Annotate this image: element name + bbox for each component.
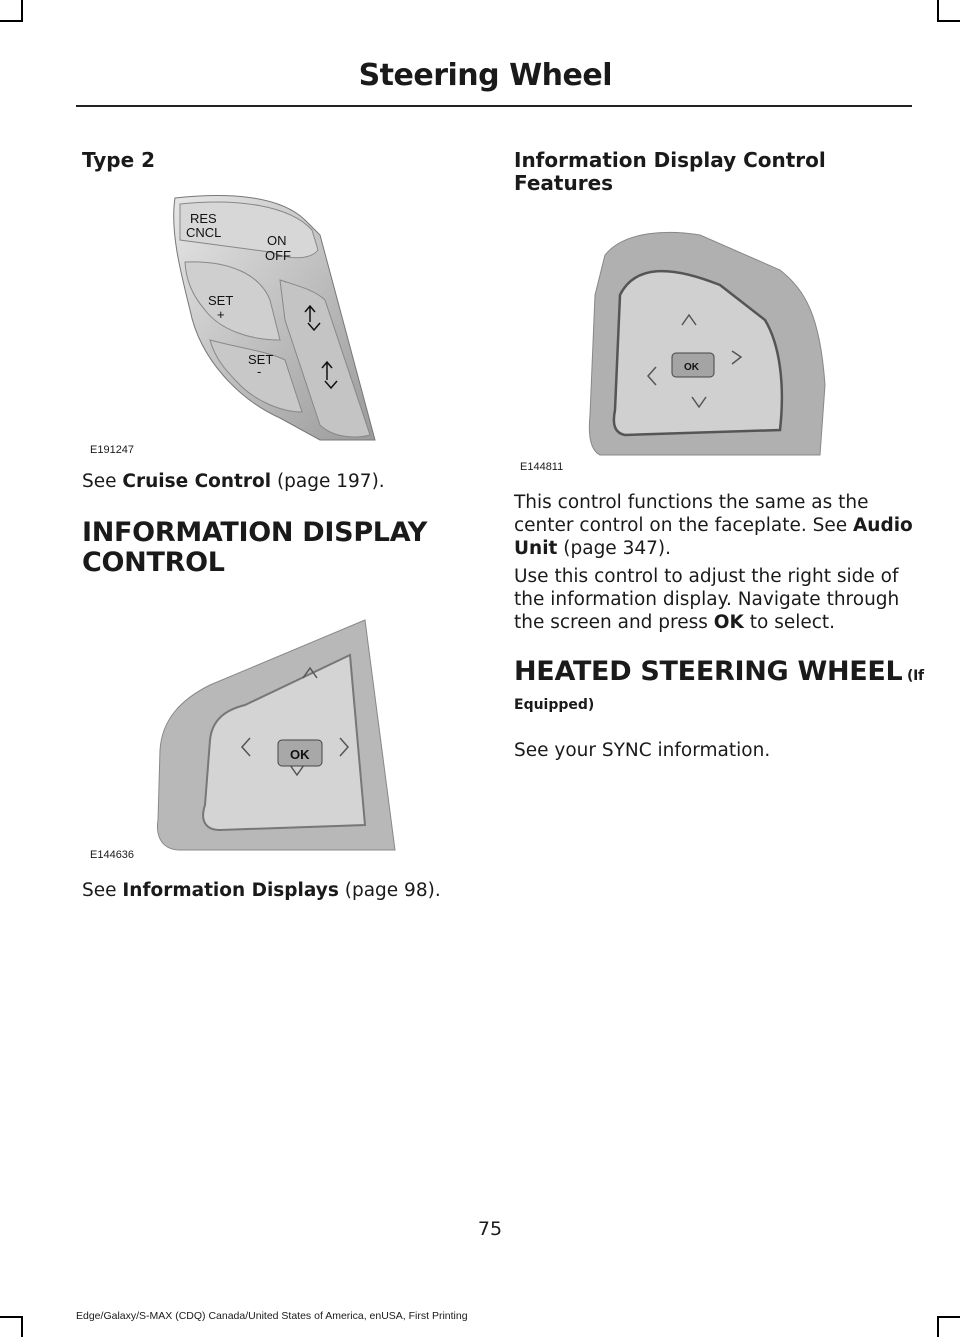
crop-mark <box>21 0 23 22</box>
cncl-label: CNCL <box>186 225 222 240</box>
info-display-control-figure <box>150 610 400 855</box>
ok-label: OK <box>684 362 699 373</box>
features-heading: Information Display Control <box>514 148 826 172</box>
set-minus-label: SET <box>248 352 274 367</box>
if-equipped-label: Equipped) <box>514 697 595 713</box>
footer-text: Edge/Galaxy/S-MAX (CDQ) Canada/United States of America, enUSA, First Printing <box>76 1310 468 1322</box>
type2-heading: Type 2 <box>82 148 156 172</box>
info-display-features-figure <box>580 225 830 465</box>
crop-mark <box>0 20 22 22</box>
features-heading-line2: Features <box>514 171 614 195</box>
figure-code: E144811 <box>520 461 564 473</box>
page-number: 75 <box>477 1218 503 1240</box>
figure-code: E191247 <box>90 444 135 456</box>
heated-steering-wheel-heading: HEATED STEERING WHEEL (If <box>514 656 924 687</box>
crop-mark <box>21 1316 23 1337</box>
minus-label: - <box>257 364 262 379</box>
information-displays-link[interactable]: Information Displays <box>122 880 339 901</box>
crop-mark <box>937 1316 939 1337</box>
off-label: OFF <box>265 248 291 263</box>
header-rule <box>76 105 912 107</box>
para-adjust: Use this control to adjust the right side of the information display. Navigate through the screen and press OK to select. <box>514 566 900 633</box>
crop-mark <box>938 1316 960 1318</box>
audio-unit-link-cont[interactable]: Unit <box>514 538 558 559</box>
on-label: ON <box>267 233 287 248</box>
crop-mark <box>938 20 960 22</box>
section-heading-control: CONTROL <box>82 547 225 578</box>
cruise-control-link[interactable]: Cruise Control <box>122 471 272 492</box>
audio-unit-link[interactable]: Audio <box>852 515 913 536</box>
res-label: RES <box>190 211 217 226</box>
plus-label: + <box>217 307 225 322</box>
section-heading-info-display: INFORMATION DISPLAY <box>82 517 427 548</box>
sync-info-text: See your SYNC information. <box>514 740 771 761</box>
figure-code: E144636 <box>90 849 135 861</box>
crop-mark <box>937 0 939 22</box>
page-title: Steering Wheel <box>358 58 612 93</box>
set-plus-label: SET <box>208 293 234 308</box>
para-functions: This control functions the same as the center control on the faceplate. See Audio Unit (page 347). <box>514 492 913 559</box>
ok-label: OK <box>290 747 310 762</box>
see-cruise-control: See Cruise Control (page 197). <box>82 471 385 492</box>
crop-mark <box>0 1316 22 1318</box>
see-information-displays: See Information Displays (page 98). <box>82 880 441 901</box>
cruise-control-switch-figure <box>80 190 380 460</box>
